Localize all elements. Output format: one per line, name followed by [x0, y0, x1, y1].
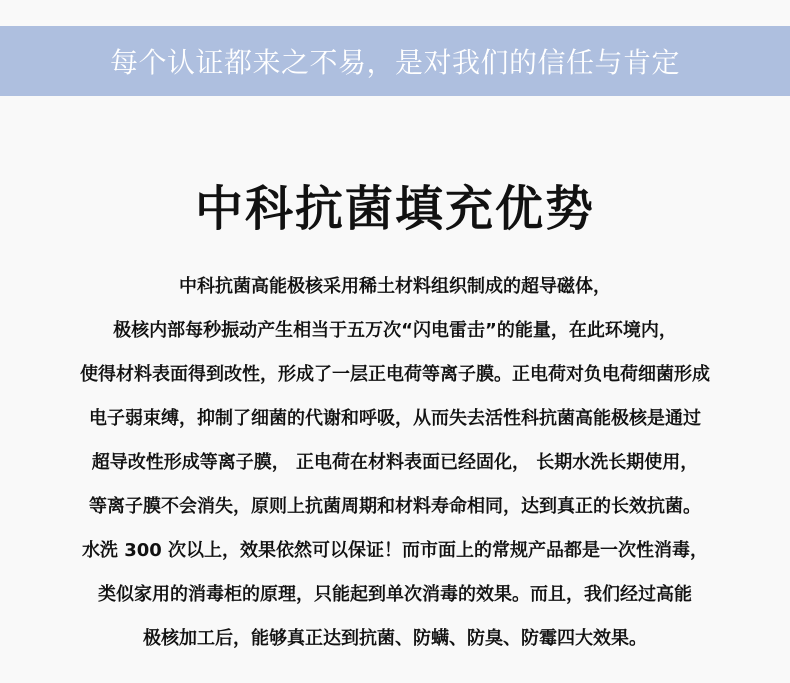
- paragraph-line-2: 极核内部每秒振动产生相当于五万次“闪电雷击”的能量，在此环境内，: [113, 320, 677, 341]
- paragraph-line-9: 极核加工后，能够真正达到抗菌、防螨、防臭、防霉四大效果。: [143, 628, 647, 649]
- paragraph-line-4: 电子弱束缚，抑制了细菌的代谢和呼吸，从而失去活性科抗菌高能极核是通过: [89, 408, 701, 429]
- header-banner: [0, 26, 790, 96]
- paragraph-line-7: 水洗 300 次以上，效果依然可以保证！而市面上的常规产品都是一次性消毒，: [81, 540, 709, 561]
- paragraph-line-8: 类似家用的消毒柜的原理，只能起到单次消毒的效果。而且，我们经过高能: [98, 584, 692, 605]
- paragraph-line-1: 中科抗菌高能极核采用稀土材料组织制成的超导磁体，: [179, 276, 611, 297]
- paragraph-line-5: 超导改性形成等离子膜， 正电荷在材料表面已经固化， 长期水洗长期使用，: [91, 452, 699, 473]
- paragraph-line-6: 等离子膜不会消失，原则上抗菌周期和材料寿命相同，达到真正的长效抗菌。: [89, 496, 701, 517]
- banner-text: 每个认证都来之不易，是对我们的信任与肯定: [109, 46, 680, 79]
- paragraph-line-3: 使得材料表面得到改性，形成了一层正电荷等离子膜。正电荷对负电荷细菌形成: [80, 364, 710, 385]
- description-paragraph: [0, 265, 790, 661]
- page-title: 中科抗菌填充优势: [194, 181, 595, 237]
